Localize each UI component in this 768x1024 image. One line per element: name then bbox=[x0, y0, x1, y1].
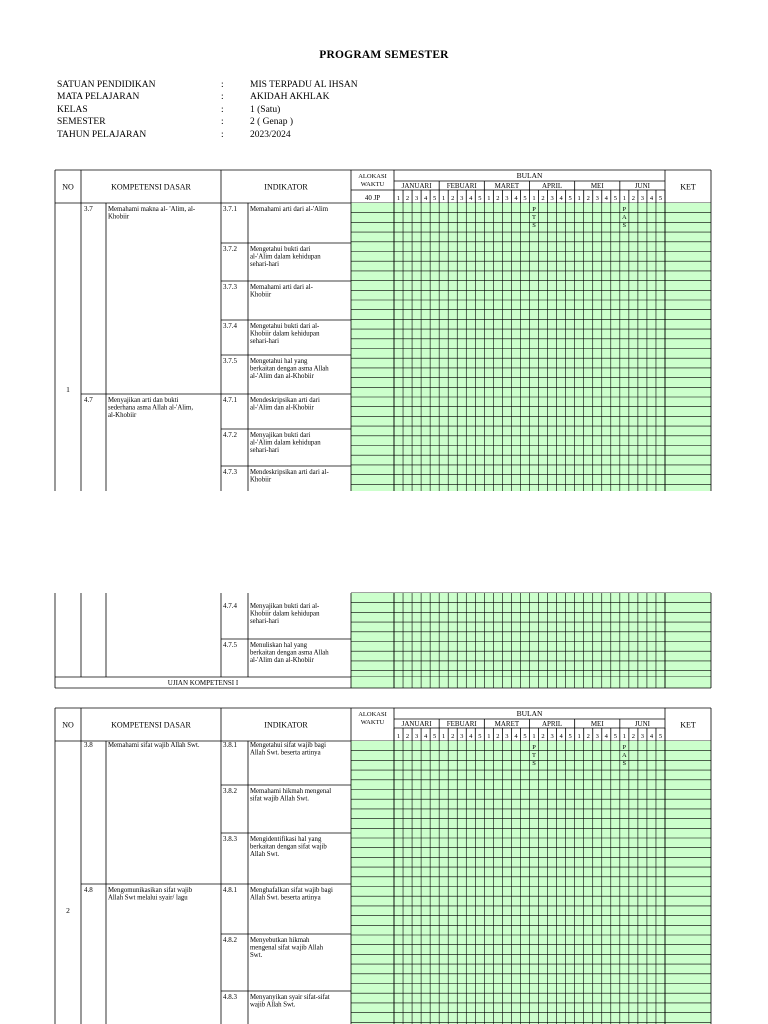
indicator-text: Mengetahui bukti dari bbox=[250, 246, 311, 253]
week-number: 1 bbox=[532, 733, 536, 740]
schedule-grid bbox=[351, 593, 711, 677]
info-value: 2023/2024 bbox=[250, 129, 291, 140]
header-no: NO bbox=[62, 182, 74, 192]
pas-marker: S bbox=[622, 760, 627, 767]
indicator-code: 4.8.3 bbox=[223, 993, 237, 1001]
week-number: 3 bbox=[550, 733, 554, 740]
week-number: 3 bbox=[414, 195, 419, 202]
header-indikator: INDIKATOR bbox=[264, 720, 308, 730]
month-label: FEBUARI bbox=[446, 720, 477, 728]
week-number: 3 bbox=[505, 733, 509, 740]
month-label: JUNI bbox=[634, 720, 651, 728]
indicator-text: Memahami arti dari al-'Alim bbox=[250, 206, 329, 213]
indicator-code: 3.8.1 bbox=[223, 741, 237, 749]
pas-marker: A bbox=[621, 214, 627, 221]
indicator-text: al-'Alim dan al-Khobiir bbox=[250, 657, 314, 665]
week-number: 3 bbox=[595, 195, 599, 202]
pts-marker: T bbox=[532, 214, 537, 221]
indicator-text: sehari-hari bbox=[250, 447, 280, 455]
month-label: FEBUARI bbox=[446, 182, 477, 190]
week-number: 4 bbox=[649, 733, 654, 740]
info-value: MIS TERPADU AL IHSAN bbox=[250, 80, 358, 90]
week-number: 4 bbox=[604, 733, 608, 740]
info-label: KELAS bbox=[57, 104, 88, 115]
indicator-code: 4.7.2 bbox=[223, 431, 237, 439]
kd-code: 3.7 bbox=[84, 205, 93, 213]
header-ket: KET bbox=[680, 720, 696, 730]
week-number: 2 bbox=[541, 195, 545, 202]
kd-code: 3.8 bbox=[84, 741, 93, 749]
indicator-text: Mengetahui sifat wajib bagi bbox=[250, 742, 327, 749]
schedule-grid bbox=[351, 741, 711, 1024]
header-no: NO bbox=[62, 720, 74, 730]
info-colon: : bbox=[221, 129, 224, 140]
indicator-text: Memahami arti dari al- bbox=[250, 284, 313, 291]
pts-marker: P bbox=[532, 744, 536, 751]
week-number: 4 bbox=[649, 195, 654, 202]
week-number: 1 bbox=[442, 195, 446, 202]
week-number: 4 bbox=[604, 195, 608, 202]
header-alokasi: ALOKASI bbox=[358, 711, 387, 718]
info-value: 2 ( Genap ) bbox=[250, 117, 293, 128]
week-number: 3 bbox=[460, 195, 464, 202]
indicator-code: 4.7.3 bbox=[223, 468, 237, 476]
header-ket: KET bbox=[680, 182, 696, 192]
pas-marker: A bbox=[621, 752, 627, 759]
header-indikator: INDIKATOR bbox=[264, 182, 308, 192]
indicator-text: Khobiir bbox=[250, 476, 272, 484]
week-number: 5 bbox=[613, 733, 617, 740]
week-number: 2 bbox=[405, 733, 410, 740]
info-colon: : bbox=[221, 117, 224, 128]
indicator-text: Mendeskripsikan arti dari bbox=[250, 397, 320, 404]
indicator-text: wajib Allah Swt. bbox=[250, 1001, 296, 1009]
week-number: 4 bbox=[423, 195, 428, 202]
indicator-code: 4.7.1 bbox=[223, 396, 237, 404]
week-number: 1 bbox=[487, 195, 491, 202]
indicator-text: mengenal sifat wajib Allah bbox=[250, 944, 324, 952]
kd-code: 4.8 bbox=[84, 886, 93, 894]
month-label: APRIL bbox=[541, 182, 563, 190]
kd-text: Mengomunikasikan sifat wajib bbox=[108, 887, 193, 894]
indicator-text: al-'Alim dalam kehidupan bbox=[250, 253, 321, 261]
header-bulan: BULAN bbox=[516, 171, 543, 180]
indicator-text: Mendeskripsikan arti dari al- bbox=[250, 469, 329, 476]
indicator-text: berkaitan dengan asma Allah bbox=[250, 649, 329, 657]
week-number: 5 bbox=[658, 195, 663, 202]
indicator-text: Menyajikan bukti dari al- bbox=[250, 603, 320, 610]
week-number: 3 bbox=[640, 733, 645, 740]
indicator-text: al-'Alim dan al-Khobiir bbox=[250, 373, 314, 381]
kd-text: Allah Swt melalui syair/ lagu bbox=[108, 894, 188, 902]
pts-marker: S bbox=[532, 760, 536, 767]
week-number: 2 bbox=[496, 733, 500, 740]
week-number: 1 bbox=[577, 195, 581, 202]
indicator-text: al-'Alim dan al-Khobiir bbox=[250, 404, 314, 412]
week-number: 2 bbox=[541, 733, 545, 740]
week-number: 4 bbox=[559, 195, 563, 202]
month-label: MEI bbox=[590, 182, 604, 190]
indicator-text: sehari-hari bbox=[250, 338, 280, 346]
header-alokasi: ALOKASI bbox=[358, 173, 387, 180]
indicator-text: sifat wajib Allah Swt. bbox=[250, 795, 309, 803]
week-number: 1 bbox=[396, 195, 401, 202]
page-title: PROGRAM SEMESTER bbox=[319, 49, 449, 61]
week-number: 2 bbox=[586, 195, 590, 202]
indicator-text: Allah Swt. bbox=[250, 851, 280, 859]
indicator-text: Menuliskan hal yang bbox=[250, 642, 308, 649]
month-label: MARET bbox=[494, 182, 520, 190]
indicator-text: Menyajikan bukti dari bbox=[250, 432, 311, 439]
kd-text: Khobiir bbox=[108, 213, 130, 221]
info-colon: : bbox=[221, 92, 224, 103]
footer-grid bbox=[351, 677, 711, 688]
week-number: 2 bbox=[631, 195, 636, 202]
indicator-text: Memahami hikmah mengenal bbox=[250, 788, 332, 795]
indicator-text: Menyanyikan syair sifat-sifat bbox=[250, 994, 330, 1001]
month-label: APRIL bbox=[541, 720, 563, 728]
month-label: MARET bbox=[494, 720, 520, 728]
indicator-text: Khobiir dalam kehidupan bbox=[250, 610, 320, 618]
info-label: TAHUN PELAJARAN bbox=[57, 129, 147, 140]
week-number: 2 bbox=[405, 195, 410, 202]
indicator-code: 4.8.1 bbox=[223, 886, 237, 894]
week-number: 5 bbox=[568, 195, 572, 202]
indicator-text: Mengetahui bukti dari al- bbox=[250, 323, 320, 330]
kd-text: Memahami sifat wajib Allah Swt. bbox=[108, 742, 200, 749]
week-number: 2 bbox=[631, 733, 636, 740]
pts-marker: T bbox=[532, 752, 537, 759]
header-waktu: WAKTU bbox=[360, 181, 385, 188]
kd-code: 4.7 bbox=[84, 396, 93, 404]
week-number: 1 bbox=[532, 195, 536, 202]
month-label: JANUARI bbox=[401, 182, 432, 190]
kd-text: al-Khobiir bbox=[108, 412, 137, 420]
week-number: 5 bbox=[433, 733, 437, 740]
info-label: MATA PELAJARAN bbox=[57, 92, 140, 103]
indicator-code: 3.7.2 bbox=[223, 245, 237, 253]
pts-marker: P bbox=[532, 206, 536, 213]
week-number: 5 bbox=[613, 195, 617, 202]
indicator-code: 4.7.4 bbox=[223, 602, 237, 610]
week-number: 3 bbox=[414, 733, 419, 740]
week-number: 1 bbox=[396, 733, 401, 740]
week-number: 1 bbox=[577, 733, 581, 740]
indicator-text: Menyebutkan hikmah bbox=[250, 937, 310, 944]
indicator-text: Khobiir dalam kehidupan bbox=[250, 330, 320, 338]
indicator-code: 4.8.2 bbox=[223, 936, 237, 944]
header-waktu: WAKTU bbox=[360, 719, 385, 726]
indicator-text: Swt. bbox=[250, 952, 263, 960]
week-number: 1 bbox=[622, 733, 626, 740]
info-label: SATUAN PENDIDIKAN bbox=[57, 80, 156, 90]
indicator-code: 3.7.1 bbox=[223, 205, 237, 213]
week-number: 2 bbox=[451, 733, 455, 740]
indicator-text: sehari-hari bbox=[250, 261, 280, 269]
week-number: 3 bbox=[550, 195, 554, 202]
week-number: 3 bbox=[640, 195, 645, 202]
indicator-text: Mengidentifikasi hal yang bbox=[250, 836, 322, 843]
week-number: 2 bbox=[451, 195, 455, 202]
week-number: 2 bbox=[496, 195, 500, 202]
month-label: JANUARI bbox=[401, 720, 432, 728]
week-number: 4 bbox=[423, 733, 428, 740]
month-label: JUNI bbox=[634, 182, 651, 190]
indicator-text: sehari-hari bbox=[250, 618, 280, 626]
week-number: 5 bbox=[658, 733, 663, 740]
indicator-text: berkaitan dengan sifat wajib bbox=[250, 843, 327, 851]
header-kompetensi-dasar: KOMPETENSI DASAR bbox=[111, 182, 191, 192]
week-number: 5 bbox=[478, 195, 482, 202]
indicator-code: 3.8.3 bbox=[223, 835, 237, 843]
indicator-text: Khobiir bbox=[250, 291, 272, 299]
week-number: 2 bbox=[586, 733, 590, 740]
indicator-text: Mengetahui hal yang bbox=[250, 358, 308, 365]
pas-marker: S bbox=[622, 222, 627, 229]
indicator-text: Allah Swt. beserta artinya bbox=[250, 749, 321, 757]
week-number: 1 bbox=[442, 733, 446, 740]
indicator-code: 3.8.2 bbox=[223, 787, 237, 795]
kd-text: Menyajikan arti dan bukti bbox=[108, 397, 179, 404]
week-number: 1 bbox=[622, 195, 626, 202]
indicator-code: 3.7.3 bbox=[223, 283, 237, 291]
row-number: 2 bbox=[66, 906, 70, 915]
week-number: 4 bbox=[469, 195, 473, 202]
info-colon: : bbox=[221, 104, 224, 115]
week-number: 1 bbox=[487, 733, 491, 740]
week-number: 5 bbox=[433, 195, 437, 202]
pas-marker: P bbox=[622, 206, 627, 213]
info-colon: : bbox=[221, 80, 224, 90]
month-label: MEI bbox=[590, 720, 604, 728]
header-kompetensi-dasar: KOMPETENSI DASAR bbox=[111, 720, 191, 730]
week-number: 3 bbox=[460, 733, 464, 740]
indicator-text: al-'Alim dalam kehidupan bbox=[250, 439, 321, 447]
week-number: 5 bbox=[568, 733, 572, 740]
alokasi-value: 40 JP bbox=[364, 194, 381, 202]
pts-marker: S bbox=[532, 222, 536, 229]
ujian-kompetensi-label: UJIAN KOMPETENSI I bbox=[167, 679, 239, 687]
header-bulan: BULAN bbox=[516, 709, 543, 718]
week-number: 4 bbox=[514, 733, 518, 740]
indicator-code: 3.7.4 bbox=[223, 322, 237, 330]
week-number: 3 bbox=[595, 733, 599, 740]
week-number: 5 bbox=[523, 733, 527, 740]
indicator-text: Allah Swt. beserta artinya bbox=[250, 894, 321, 902]
row-number: 1 bbox=[66, 385, 70, 394]
indicator-text: berkaitan dengan asma Allah bbox=[250, 365, 329, 373]
info-label: SEMESTER bbox=[57, 117, 106, 128]
pas-marker: P bbox=[622, 744, 627, 751]
kd-text: sederhana asma Allah al-'Alim, bbox=[108, 404, 194, 412]
indicator-code: 4.7.5 bbox=[223, 641, 237, 649]
schedule-grid bbox=[351, 203, 711, 491]
week-number: 4 bbox=[514, 195, 518, 202]
week-number: 3 bbox=[505, 195, 509, 202]
kd-text: Memahami makna al- 'Alim, al- bbox=[108, 206, 196, 213]
info-value: AKIDAH AKHLAK bbox=[250, 92, 330, 103]
week-number: 5 bbox=[478, 733, 482, 740]
week-number: 4 bbox=[559, 733, 563, 740]
indicator-code: 3.7.5 bbox=[223, 357, 237, 365]
week-number: 4 bbox=[469, 733, 473, 740]
indicator-text: Menghafalkan sifat wajib bagi bbox=[250, 887, 333, 894]
info-value: 1 (Satu) bbox=[250, 104, 281, 115]
week-number: 5 bbox=[523, 195, 527, 202]
